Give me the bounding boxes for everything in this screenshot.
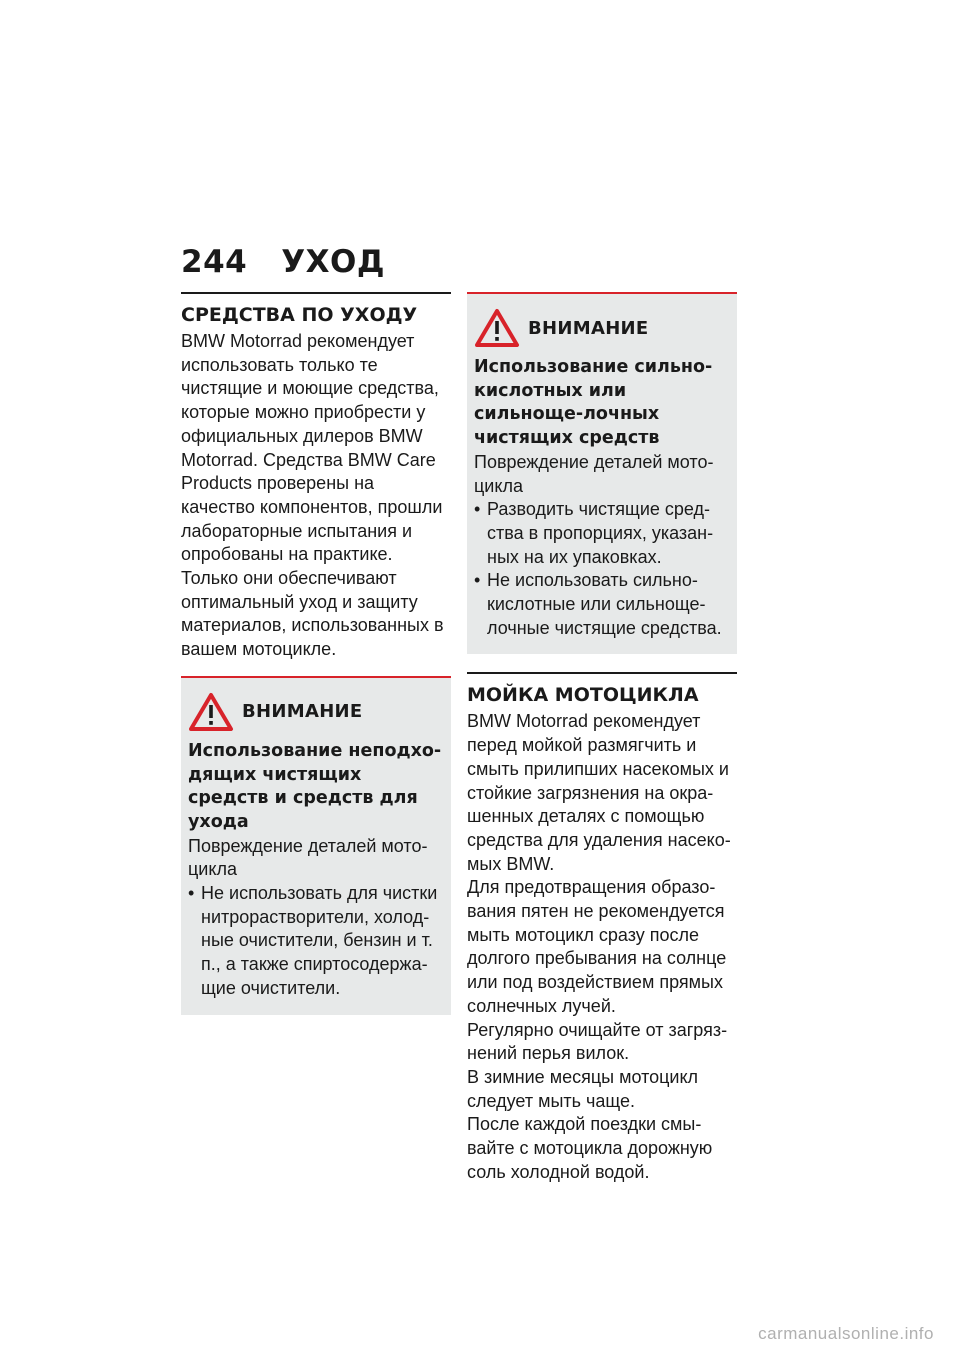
warning-subtitle: Использование неподхо-дящих чистящих средств и средств для ухода	[188, 740, 442, 832]
washing-paragraph: BMW Motorrad рекомендует перед мойкой размягчить и смыть прилипших насекомых и стойкие загрязнения на окра-шенных деталях с помощью средства для удаления насеко-мых BMW.	[467, 711, 731, 874]
warning-consequence: Повреждение деталей мото-цикла	[188, 835, 428, 880]
warning-title: ВНИМАНИЕ	[528, 317, 649, 339]
warning-consequence: Повреждение деталей мото-цикла	[474, 451, 714, 496]
warning-box-unsuitable-cleaners	[181, 676, 451, 1015]
chapter-title: УХОД	[281, 244, 385, 280]
warning-box-acid-alkaline-cleaners	[467, 292, 737, 654]
warning-header	[474, 308, 730, 348]
left-column	[181, 292, 451, 1015]
watermark: carmanualsonline.info	[758, 1324, 934, 1343]
warning-triangle-icon	[474, 308, 520, 348]
warning-subtitle: Использование сильно-кислотных или сильноще-лочных чистящих средств	[474, 357, 713, 449]
care-products-paragraph: BMW Motorrad рекомендует использовать только те чистящие и моющие средства, которые можно приобрести у официальных дилеров BMW Motorrad. Средства BMW Care Products проверены на качество компонентов, прошли лабораторные испытания и опробованы на практике. Только они обеспечивают оптимальный уход и защиту материалов, использованных в вашем мотоцикле.	[181, 331, 444, 660]
washing-paragraph: Для предотвращения образо-вания пятен не рекомендуется мыть мотоцикл сразу после долгого пребывания на солнце или под воздействием прямых солнечных лучей.	[467, 877, 727, 1016]
warning-triangle-icon	[188, 692, 234, 732]
washing-paragraph: Регулярно очищайте от загряз-нений перья вилок.	[467, 1019, 728, 1064]
washing-paragraph: После каждой поездки смы-вайте с мотоцикла дорожную соль холодной водой.	[467, 1114, 713, 1182]
page-header	[181, 244, 385, 280]
warning-header	[188, 692, 444, 732]
right-column	[467, 292, 737, 1185]
warning-title: ВНИМАНИЕ	[242, 701, 363, 723]
warning-bullet-list	[474, 498, 730, 640]
section-title-care-products: СРЕДСТВА ПО УХОДУ	[181, 292, 451, 328]
list-item: • Разводить чистящие сред-ства в пропорциях, указан-ных на их упаковках.	[474, 498, 730, 569]
washing-paragraph: В зимние месяцы мотоцикл следует мыть чаще.	[467, 1066, 699, 1111]
section-title-washing: МОЙКА МОТОЦИКЛА	[467, 672, 737, 708]
list-item: • Не использовать для чистки нитрорастворители, холод-ные очистители, бензин и т. п., а также спиртосодержа-щие очистители.	[188, 882, 444, 1001]
list-item: • Не использовать сильно-кислотные или сильноще-лочные чистящие средства.	[474, 569, 730, 640]
page-number: 244	[181, 244, 248, 280]
warning-bullet-list	[188, 882, 444, 1001]
